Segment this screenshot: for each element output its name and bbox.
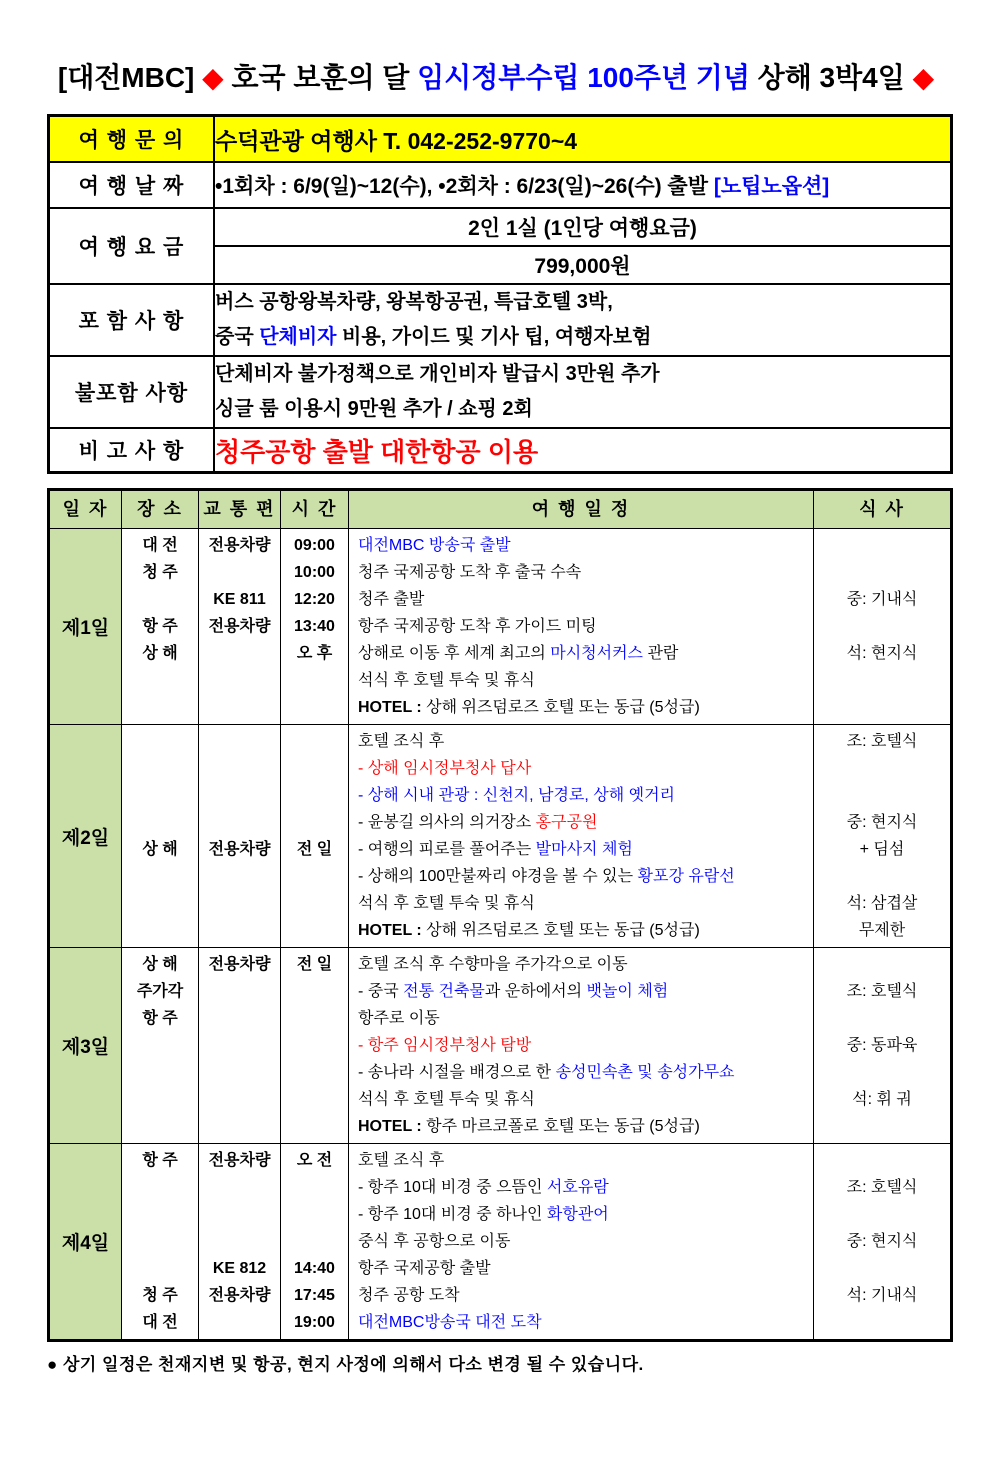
dates-text: •1회차 : 6/9(일)~12(수), •2회차 : 6/23(일)~26(수) 출발 [215, 175, 714, 198]
diamond-icon: ◆ [202, 62, 224, 93]
meal-column [814, 725, 950, 947]
diamond-icon: ◆ [912, 62, 935, 93]
meal-line: 중: 동파육 [846, 1037, 918, 1054]
meal-line [814, 1309, 950, 1336]
time-line [281, 755, 348, 782]
price-row-1 [49, 208, 952, 246]
day-label: 제2일 [50, 725, 122, 947]
place-line: 상 해 [142, 645, 178, 662]
time-column [281, 1144, 349, 1339]
contact-value: 수덕관광 여행사 T. 042-252-9770~4 [214, 116, 952, 163]
meal-line: 중: 현지식 [846, 814, 918, 831]
schedule-segment: - 여행의 피로를 풀어주는 [358, 841, 536, 858]
time-line [281, 694, 348, 721]
trip-info-table [47, 114, 953, 474]
time-line: 12:20 [294, 591, 335, 608]
schedule-segment: - 상해의 100만불짜리 야경을 볼 수 있는 [358, 868, 638, 885]
schedule-line [349, 1059, 813, 1086]
transport-line [199, 1032, 280, 1059]
schedule-segment: 석식 후 호텔 투숙 및 휴식 [358, 1091, 535, 1108]
meal-line: 석: 휘 궈 [852, 1091, 912, 1108]
time-line [281, 1032, 348, 1059]
schedule-segment: 청주 국제공항 도착 후 출국 수속 [358, 564, 582, 581]
meal-line [814, 782, 950, 809]
transport-line: KE 811 [213, 591, 266, 608]
transport-line [199, 1201, 280, 1228]
time-line: 19:00 [294, 1314, 335, 1331]
transport-line [199, 1228, 280, 1255]
transport-line [199, 667, 280, 694]
schedule-segment: 마시청서커스 [550, 645, 643, 662]
place-line: 청 주 [142, 564, 178, 581]
transport-column [199, 948, 281, 1143]
schedule-line [349, 782, 813, 809]
meal-column [814, 529, 950, 724]
schedule-line [349, 755, 813, 782]
place-column [122, 529, 199, 724]
time-line [281, 667, 348, 694]
time-line [281, 1174, 348, 1201]
transport-line: KE 812 [212, 1260, 267, 1277]
place-line [122, 667, 198, 694]
place-line [122, 586, 198, 613]
meal-line: 조: 호텔식 [846, 733, 918, 750]
transport-column [199, 725, 281, 947]
header-transport: 교 통 편 [199, 491, 281, 529]
included-pre: 중국 [215, 326, 260, 348]
transport-line [199, 809, 280, 836]
schedule-line [349, 1005, 813, 1032]
meal-line [814, 613, 950, 640]
place-line: 상 해 [142, 956, 178, 973]
transport-line [199, 755, 280, 782]
meal-line: 중: 기내식 [846, 591, 918, 608]
time-line [281, 863, 348, 890]
place-line [122, 1201, 198, 1228]
meal-line [814, 559, 950, 586]
time-line [281, 1113, 348, 1140]
transport-line [199, 728, 280, 755]
schedule-segment: 대전MBC방송국 대전 도착 [358, 1314, 542, 1331]
schedule-line [349, 1032, 813, 1059]
schedule-column [349, 1144, 814, 1339]
time-line [281, 809, 348, 836]
day-label: 제1일 [50, 529, 122, 724]
transport-line [199, 694, 280, 721]
place-line [122, 890, 198, 917]
schedule-segment: 항주 마르코폴로 호텔 또는 동급 (5성급) [426, 1118, 700, 1135]
time-line: 오 후 [296, 645, 333, 662]
schedule-line [349, 1228, 813, 1255]
time-column [281, 529, 349, 724]
excluded-line-1: 단체비자 불가정책으로 개인비자 발급시 3만원 추가 [215, 363, 660, 385]
place-line [122, 863, 198, 890]
included-label: 포 함 사 항 [49, 284, 215, 356]
meal-line: 석: 삼겹살 [846, 895, 918, 912]
itinerary-day-row [50, 1144, 950, 1339]
schedule-segment: 대전MBC 방송국 출발 [358, 537, 511, 554]
place-line [122, 1086, 198, 1113]
transport-line: 전용차량 [208, 956, 271, 973]
transport-line [199, 1113, 280, 1140]
time-line: 오 전 [296, 1152, 333, 1169]
included-line-1: 버스 공항왕복차량, 왕복항공권, 특급호텔 3박, [215, 291, 613, 313]
meal-line: 조: 호텔식 [846, 1179, 918, 1196]
schedule-segment: 석식 후 호텔 투숙 및 휴식 [358, 895, 535, 912]
time-line: 전 일 [296, 841, 333, 858]
note-value: 청주공항 출발 대한항공 이용 [214, 428, 952, 473]
day-label: 제4일 [50, 1144, 122, 1339]
place-line: 항 주 [142, 1010, 178, 1027]
transport-line [199, 1059, 280, 1086]
schedule-segment: - 항주 10대 비경 중 하나인 [358, 1206, 547, 1223]
transport-column [199, 529, 281, 724]
schedule-segment: 청주 공항 도착 [358, 1287, 460, 1304]
day-label: 제3일 [50, 948, 122, 1143]
contact-row [49, 116, 952, 163]
place-line [122, 1255, 198, 1282]
excluded-line-2: 싱글 룸 이용시 9만원 추가 / 쇼핑 2회 [215, 398, 533, 420]
place-line [122, 1228, 198, 1255]
included-visa: 단체비자 [259, 326, 337, 348]
transport-column [199, 1144, 281, 1339]
note-label: 비 고 사 항 [49, 428, 215, 473]
schedule-line [349, 728, 813, 755]
meal-line: + 딤섬 [859, 841, 905, 858]
header-time: 시 간 [281, 491, 349, 529]
meal-line [814, 694, 950, 721]
time-line [281, 1005, 348, 1032]
meal-line: 석: 기내식 [846, 1287, 918, 1304]
transport-line [199, 890, 280, 917]
dates-value [214, 162, 952, 208]
meal-line [814, 1059, 950, 1086]
place-line [122, 809, 198, 836]
itinerary-header-row [50, 491, 950, 529]
place-line [122, 1032, 198, 1059]
meal-line [814, 951, 950, 978]
transport-line: 전용차량 [208, 841, 271, 858]
schedule-segment: HOTEL : [358, 922, 427, 939]
time-line: 10:00 [294, 564, 335, 581]
itinerary-day-row [50, 948, 950, 1144]
schedule-segment: 호텔 조식 후 [358, 733, 445, 750]
place-line [122, 1174, 198, 1201]
time-line [281, 728, 348, 755]
page-title [20, 56, 972, 96]
transport-line [199, 1174, 280, 1201]
time-line [281, 1228, 348, 1255]
time-column [281, 948, 349, 1143]
place-line [122, 782, 198, 809]
schedule-column [349, 529, 814, 724]
schedule-line [349, 917, 813, 944]
excluded-row [49, 356, 952, 428]
place-line [122, 694, 198, 721]
place-line: 대 전 [142, 537, 178, 554]
meal-line [814, 1147, 950, 1174]
contact-label: 여 행 문 의 [49, 116, 215, 163]
schedule-line [349, 1282, 813, 1309]
schedule-line [349, 1147, 813, 1174]
time-line [281, 1086, 348, 1113]
schedule-line [349, 1201, 813, 1228]
excluded-label: 불포함 사항 [49, 356, 215, 428]
meal-column [814, 948, 950, 1143]
transport-line [199, 1005, 280, 1032]
time-line: 17:45 [294, 1287, 335, 1304]
schedule-line [349, 1113, 813, 1140]
transport-line [199, 863, 280, 890]
place-line [122, 755, 198, 782]
schedule-line [349, 1309, 813, 1336]
schedule-segment: 중식 후 공항으로 이동 [358, 1233, 511, 1250]
transport-line: 전용차량 [208, 1287, 271, 1304]
meal-line [814, 1005, 950, 1032]
schedule-segment: - 상해 시내 관광 : 신천지, 남경로, 상해 옛거리 [358, 787, 675, 804]
schedule-segment: 발마사지 체험 [535, 841, 633, 858]
header-place: 장 소 [122, 491, 199, 529]
schedule-line [349, 809, 813, 836]
transport-line [199, 559, 280, 586]
time-line [281, 1201, 348, 1228]
schedule-segment: 관람 [643, 645, 679, 662]
itinerary-days [50, 529, 950, 1339]
schedule-line [349, 978, 813, 1005]
schedule-segment: 과 운하에서의 [484, 983, 587, 1000]
transport-line [199, 978, 280, 1005]
footer-disclaimer: ● 상기 일정은 천재지변 및 항공, 현지 사정에 의해서 다소 변경 될 수 있습니다. [47, 1355, 644, 1374]
meal-column [814, 1144, 950, 1339]
schedule-line [349, 694, 813, 721]
schedule-segment: HOTEL : [358, 699, 427, 716]
transport-line [199, 640, 280, 667]
itinerary-table [47, 488, 953, 1342]
schedule-segment: - 송나라 시절을 배경으로 한 [358, 1064, 556, 1081]
schedule-segment: - 항주 임시정부청사 탐방 [358, 1037, 532, 1054]
time-line: 13:40 [294, 618, 335, 635]
place-column [122, 1144, 199, 1339]
place-line [122, 1059, 198, 1086]
schedule-segment: 상해 위즈덤로즈 호텔 또는 동급 (5성급) [426, 699, 700, 716]
schedule-column [349, 725, 814, 947]
meal-line: 조: 호텔식 [846, 983, 918, 1000]
schedule-segment: 청주 출발 [358, 591, 425, 608]
title-highlight: 임시정부수립 100주년 기념 [417, 62, 750, 93]
dates-label: 여 행 날 짜 [49, 162, 215, 208]
place-line: 항 주 [142, 618, 178, 635]
schedule-line [349, 951, 813, 978]
meal-line [814, 1255, 950, 1282]
title-middle: 호국 보훈의 달 [223, 62, 418, 93]
schedule-segment: 항주로 이동 [358, 1010, 440, 1027]
schedule-segment: 상해로 이동 후 세계 최고의 [358, 645, 551, 662]
place-column [122, 948, 199, 1143]
schedule-line [349, 532, 813, 559]
time-line: 전 일 [296, 956, 333, 973]
time-line [281, 1059, 348, 1086]
schedule-line [349, 640, 813, 667]
schedule-line [349, 586, 813, 613]
transport-line: 전용차량 [208, 1152, 271, 1169]
schedule-segment: 황포강 유람선 [637, 868, 735, 885]
schedule-segment: 상해 위즈덤로즈 호텔 또는 동급 (5성급) [426, 922, 700, 939]
meal-line [814, 755, 950, 782]
included-line-2 [215, 320, 950, 355]
time-line [281, 890, 348, 917]
schedule-line [349, 1255, 813, 1282]
time-line [281, 917, 348, 944]
meal-line [814, 1201, 950, 1228]
schedule-segment: - 중국 [358, 983, 404, 1000]
price-label: 여 행 요 금 [49, 208, 215, 284]
schedule-segment: 석식 후 호텔 투숙 및 휴식 [358, 672, 535, 689]
schedule-segment: - 윤봉길 의사의 의거장소 [358, 814, 536, 831]
schedule-segment: - 상해 임시정부청사 답사 [358, 760, 532, 777]
place-line: 주가각 [136, 983, 184, 1000]
meal-line [814, 1113, 950, 1140]
transport-line [199, 917, 280, 944]
transport-line [199, 782, 280, 809]
schedule-segment: 호텔 조식 후 수향마을 주가각으로 이동 [358, 956, 628, 973]
schedule-column [349, 948, 814, 1143]
place-line: 대 전 [142, 1314, 178, 1331]
header-meal: 식 사 [814, 491, 950, 529]
schedule-line [349, 890, 813, 917]
title-suffix: 상해 3박4일 [749, 62, 913, 93]
place-column [122, 725, 199, 947]
place-line: 항 주 [142, 1152, 178, 1169]
transport-line: 전용차량 [208, 537, 271, 554]
price-amount: 799,000원 [214, 246, 952, 284]
excluded-value [214, 356, 952, 428]
schedule-segment: 홍구공원 [535, 814, 598, 831]
schedule-segment: 전통 건축물 [403, 983, 485, 1000]
schedule-segment: 항주 국제공항 출발 [358, 1260, 491, 1277]
place-line: 청 주 [142, 1287, 178, 1304]
schedule-line [349, 559, 813, 586]
included-post: 비용, 가이드 및 기사 팁, 여행자보험 [336, 326, 652, 348]
itinerary-day-row [50, 529, 950, 725]
dates-row [49, 162, 952, 208]
schedule-segment: 뱃놀이 체험 [586, 983, 669, 1000]
meal-line: 중: 현지식 [846, 1233, 918, 1250]
time-line: 14:40 [294, 1260, 335, 1277]
time-line [281, 978, 348, 1005]
schedule-segment: 송성민속촌 및 송성가무쇼 [555, 1064, 735, 1081]
header-day: 일 자 [50, 491, 122, 529]
place-line [122, 728, 198, 755]
place-line: 상 해 [142, 841, 178, 858]
time-line: 09:00 [294, 537, 335, 554]
transport-line: 전용차량 [208, 618, 271, 635]
dates-highlight: [노팁노옵션] [713, 175, 830, 198]
schedule-line [349, 1174, 813, 1201]
schedule-line [349, 1086, 813, 1113]
price-basis: 2인 1실 (1인당 여행요금) [214, 208, 952, 246]
schedule-segment: - 항주 10대 비경 중 으뜸인 [358, 1179, 547, 1196]
place-line [122, 917, 198, 944]
schedule-line [349, 613, 813, 640]
meal-line [814, 863, 950, 890]
schedule-segment: 화항관어 [546, 1206, 609, 1223]
meal-line [814, 532, 950, 559]
schedule-line [349, 863, 813, 890]
included-value [214, 284, 952, 356]
transport-line [199, 1086, 280, 1113]
schedule-segment: 호텔 조식 후 [358, 1152, 445, 1169]
meal-line: 무제한 [858, 922, 906, 939]
schedule-line [349, 836, 813, 863]
included-row [49, 284, 952, 356]
note-row [49, 428, 952, 473]
place-line [122, 1113, 198, 1140]
meal-line: 석: 현지식 [846, 645, 918, 662]
meal-line [814, 667, 950, 694]
header-schedule: 여 행 일 정 [349, 491, 814, 529]
schedule-line [349, 667, 813, 694]
time-column [281, 725, 349, 947]
schedule-segment: HOTEL : [358, 1118, 427, 1135]
schedule-segment: 항주 국제공항 도착 후 가이드 미팅 [358, 618, 597, 635]
time-line [281, 782, 348, 809]
schedule-segment: 서호유람 [546, 1179, 609, 1196]
title-prefix: [대전MBC] [57, 62, 203, 93]
transport-line [199, 1309, 280, 1336]
itinerary-day-row [50, 725, 950, 948]
